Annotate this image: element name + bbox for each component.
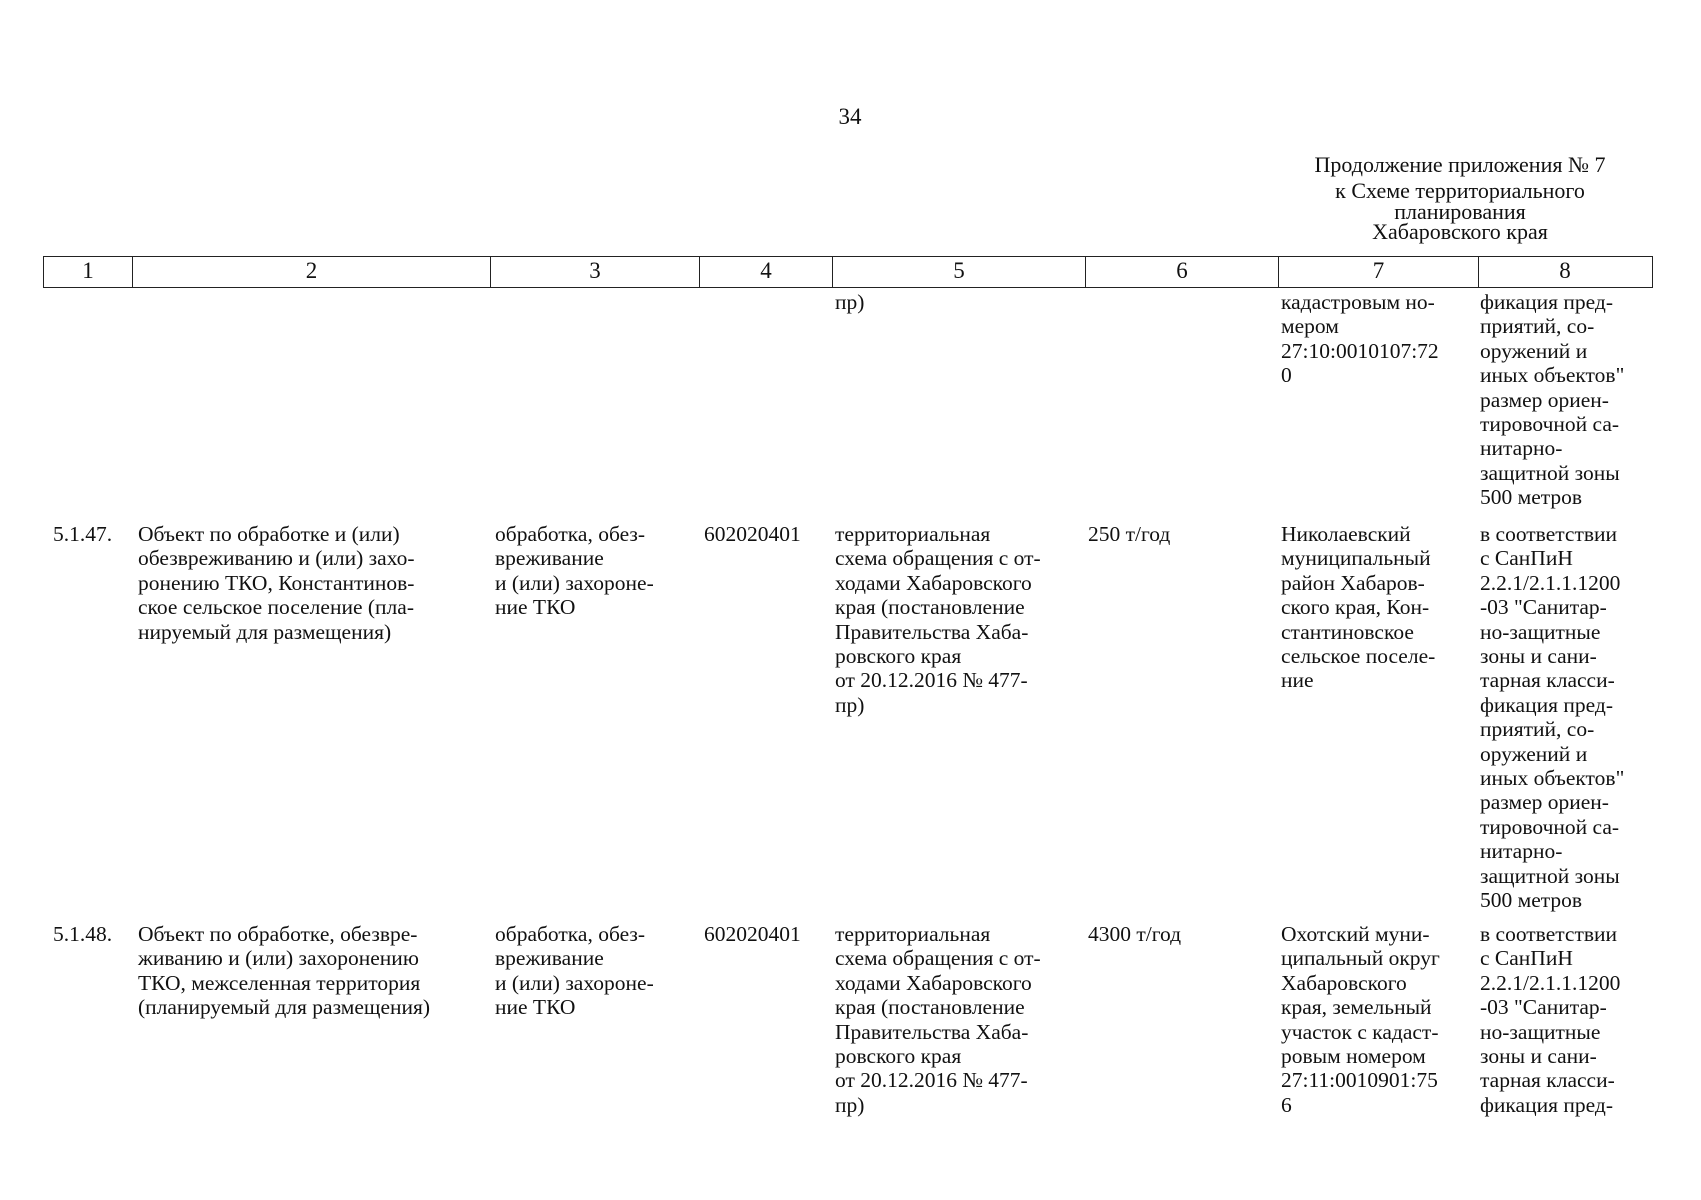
cell-capacity: 250 т/год: [1088, 522, 1171, 546]
cell-number: 5.1.47.: [53, 522, 113, 546]
cell-number: 5.1.48.: [53, 922, 113, 946]
cell-source: территориальная схема обращения с от- ходами Хабаровского края (постановление Правительства Хаба- ровского края от 20.12.2016 № 477- пр): [835, 922, 1041, 1117]
column-number: 3: [491, 257, 700, 287]
cell-source: территориальная схема обращения с от- ходами Хабаровского края (постановление Правительства Хаба- ровского края от 20.12.2016 № 477- пр): [835, 522, 1041, 717]
appendix-header-line: Хабаровского края: [1372, 219, 1548, 244]
cell-source: пр): [835, 290, 865, 314]
cell-location: Николаевский муниципальный район Хабаров- ского края, Кон- стантиновское сельское поселе- ние: [1281, 522, 1436, 693]
cell-purpose: обработка, обез- вреживание и (или) захороне- ние ТКО: [495, 522, 654, 620]
cell-code: 602020401: [704, 522, 801, 546]
cell-object-name: Объект по обработке и (или) обезвреживанию и (или) захо- ронению ТКО, Константинов- ское сельское поселение (пла- нируемый для размещения): [138, 522, 415, 644]
cell-location: Охотский муни- ципальный округ Хабаровского края, земельный участок с кадаст- ровым номером 27:11:0010901:75 6: [1281, 922, 1440, 1117]
cell-object-name: Объект по обработке, обезвре- живанию и (или) захоронению ТКО, межселенная территория (планируемый для размещения): [138, 922, 431, 1020]
cell-purpose: обработка, обез- вреживание и (или) захороне- ние ТКО: [495, 922, 654, 1020]
cell-code: 602020401: [704, 922, 801, 946]
cell-location: кадастровым но- мером 27:10:0010107:72 0: [1281, 290, 1439, 388]
column-number-row: [43, 256, 1653, 288]
appendix-header: [1290, 152, 1630, 244]
cell-sanitary-zone: в соответствии с СанПиН 2.2.1/2.1.1.1200 -03 "Санитар- но-защитные зоны и сани- тарная класси- фикация пред- приятий, со- oружений и иных объектов" размер ориен- тировочной са- нитарно- защитной зоны 500 метров: [1480, 522, 1625, 913]
column-number: 8: [1559, 258, 1571, 283]
column-number: 2: [133, 257, 491, 287]
column-number: 1: [44, 257, 133, 287]
appendix-header-line: планирования: [1394, 199, 1526, 224]
column-number: 6: [1086, 257, 1279, 287]
appendix-header-line: Продолжение приложения № 7: [1314, 152, 1606, 177]
page-number: 34: [838, 104, 862, 129]
appendix-header-line: к Схеме территориального: [1335, 178, 1585, 203]
cell-sanitary-zone: в соответствии с СанПиН 2.2.1/2.1.1.1200 -03 "Санитар- но-защитные зоны и сани- тарная класси- фикация пред-: [1480, 922, 1621, 1117]
column-number: 4: [700, 257, 833, 287]
column-number: 5: [833, 257, 1086, 287]
column-number: 7: [1279, 257, 1479, 287]
cell-capacity: 4300 т/год: [1088, 922, 1182, 946]
cell-sanitary-zone: фикация пред- приятий, со- oружений и иных объектов" размер ориен- тировочной са- нитарно- защитной зоны 500 метров: [1480, 290, 1625, 510]
